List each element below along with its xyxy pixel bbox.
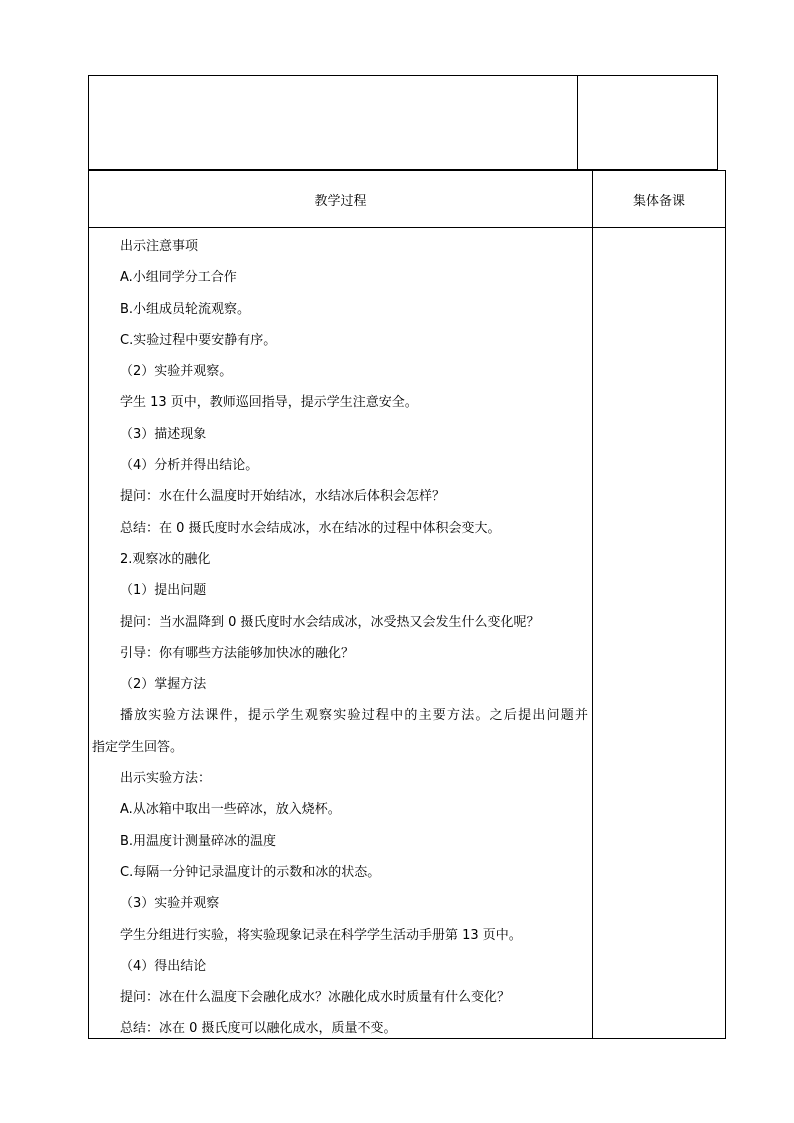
table-header-row	[89, 171, 725, 228]
content-line: A.小组同学分工合作	[120, 270, 237, 286]
content-line: 出示实验方法：	[120, 771, 212, 787]
content-line: （2）实验并观察。	[120, 364, 233, 380]
content-line: 播放实验方法课件，提示学生观察实验过程中的主要方法。之后提出问题并	[120, 708, 588, 724]
header-collective-prep: 集体备课	[632, 193, 685, 209]
column-divider	[592, 171, 593, 1038]
content-line: （2）掌握方法	[120, 677, 207, 693]
content-line: 2.观察冰的融化	[120, 551, 211, 567]
teaching-process-content	[89, 228, 592, 1045]
top-table-divider	[577, 76, 578, 169]
content-line: C.每隔一分钟记录温度计的示数和冰的状态。	[120, 864, 381, 880]
content-line: 出示注意事项	[120, 239, 199, 254]
lesson-table	[88, 170, 726, 1039]
content-line: 引导：你有哪些方法能够加快冰的融化？	[120, 645, 355, 661]
content-line: （3）实验并观察	[120, 896, 220, 912]
content-line: 学生 13 页中，教师巡回指导，提示学生注意安全。	[120, 395, 418, 411]
top-table	[88, 75, 718, 170]
content-line: 指定学生回答。	[92, 739, 184, 755]
content-line: A.从冰箱中取出一些碎冰，放入烧杯。	[120, 802, 341, 818]
content-line: B.用温度计测量碎冰的温度	[120, 833, 277, 849]
content-line: 总结：冰在 0 摄氏度可以融化成水，质量不变。	[120, 1021, 397, 1037]
content-line: C.实验过程中要安静有序。	[120, 332, 277, 348]
content-line: B.小组成员轮流观察。	[120, 301, 251, 317]
content-line: 总结：在 0 摄氏度时水会结成冰，水在结冰的过程中体积会变大。	[120, 520, 501, 536]
content-line: （1）提出问题	[120, 583, 207, 599]
content-line: 提问：水在什么温度时开始结冰，水结冰后体积会怎样？	[120, 489, 446, 505]
content-line: 学生分组进行实验，将实验现象记录在科学学生活动手册第 13 页中。	[120, 927, 522, 943]
content-line: （4）得出结论	[120, 958, 207, 974]
content-line: 提问：冰在什么温度下会融化成水？冰融化成水时质量有什么变化？	[120, 990, 511, 1006]
content-line: （4）分析并得出结论。	[120, 458, 259, 474]
header-teaching-process: 教学过程	[314, 193, 367, 209]
content-line: （3）描述现象	[120, 426, 207, 442]
content-line: 提问：当水温降到 0 摄氏度时水会结成冰，冰受热又会发生什么变化呢？	[120, 614, 540, 630]
